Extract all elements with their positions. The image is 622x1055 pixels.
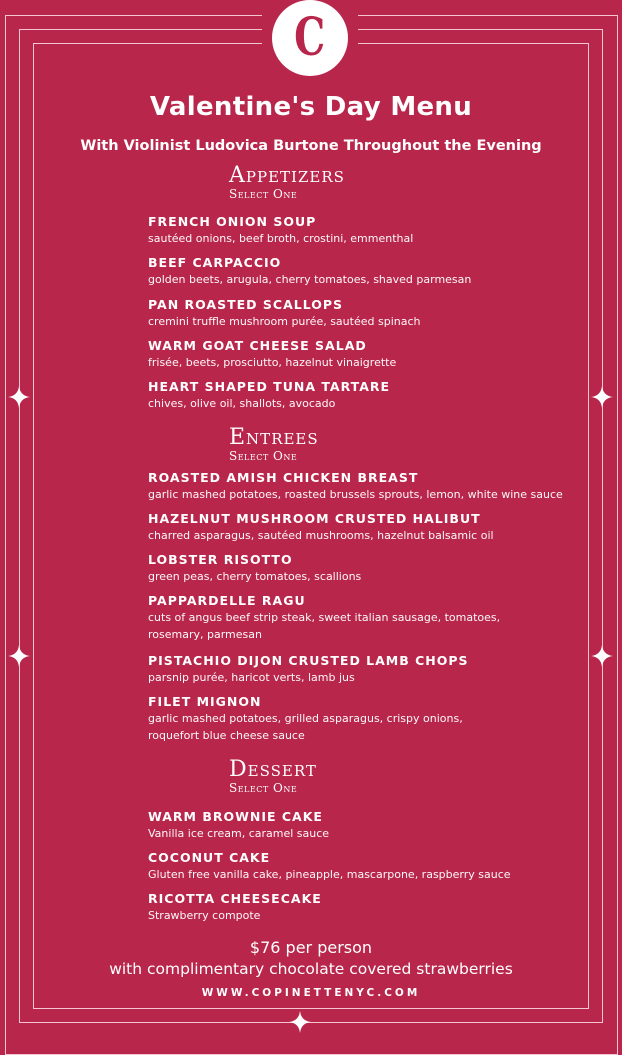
- menu-item: [148, 552, 568, 585]
- item-name: FRENCH ONION SOUP: [148, 214, 317, 229]
- item-description: Strawberry compote: [148, 909, 261, 922]
- section-entrees-header: [229, 426, 319, 462]
- section-appetizers-header: [229, 164, 345, 200]
- item-name: LOBSTER RISOTTO: [148, 552, 293, 567]
- item-description: chives, olive oil, shallots, avocado: [148, 397, 336, 410]
- copinette-logo: [272, 0, 348, 76]
- item-name: COCONUT CAKE: [148, 850, 271, 865]
- complimentary-note: with complimentary chocolate covered strawberries: [109, 960, 513, 978]
- section-subtitle: Select One: [229, 449, 298, 463]
- sparkle-icon: [591, 645, 613, 667]
- item-description: charred asparagus, sautéed mushrooms, hazelnut balsamic oil: [148, 529, 494, 542]
- menu-item: [148, 809, 568, 842]
- menu-item: [148, 255, 568, 288]
- logo-letter: C: [294, 7, 326, 68]
- item-description: green peas, cherry tomatoes, scallions: [148, 570, 362, 583]
- item-name: PAPPARDELLE RAGU: [148, 593, 306, 608]
- section-subtitle: Select One: [229, 781, 298, 795]
- item-name: RICOTTA CHEESECAKE: [148, 891, 322, 906]
- item-description: golden beets, arugula, cherry tomatoes, shaved parmesan: [148, 273, 472, 286]
- item-description: parsnip purée, haricot verts, lamb jus: [148, 671, 355, 684]
- section-title: Entrees: [229, 425, 319, 450]
- menu-item: [148, 214, 568, 247]
- sparkle-icon: [289, 1011, 311, 1033]
- price: $76 per person: [249, 938, 373, 957]
- item-name: ROASTED AMISH CHICKEN BREAST: [148, 470, 419, 485]
- item-name: FILET MIGNON: [148, 694, 262, 709]
- item-name: HAZELNUT MUSHROOM CRUSTED HALIBUT: [148, 511, 481, 526]
- menu-item: [148, 470, 568, 503]
- item-description-line1: garlic mashed potatoes, grilled asparagus, crispy onions,: [148, 712, 463, 725]
- item-name: BEEF CARPACCIO: [148, 255, 282, 270]
- item-description: Vanilla ice cream, caramel sauce: [148, 827, 330, 840]
- item-description: frisée, beets, prosciutto, hazelnut vinaigrette: [148, 356, 397, 369]
- sparkle-icon: [8, 386, 30, 408]
- sparkle-icon: [591, 386, 613, 408]
- item-description: cuts of angus beef strip steak, sweet italian sausage, tomatoes, rosemary, parmesan: [148, 611, 501, 641]
- section-dessert-header: [229, 758, 317, 794]
- menu-item: [148, 653, 568, 686]
- menu-item: [148, 511, 568, 544]
- section-subtitle: Select One: [229, 187, 298, 201]
- item-description-line2: roquefort blue cheese sauce: [148, 729, 305, 742]
- menu-item: [148, 694, 568, 744]
- item-name: HEART SHAPED TUNA TARTARE: [148, 379, 391, 394]
- section-title: Dessert: [229, 757, 317, 782]
- item-name: PISTACHIO DIJON CRUSTED LAMB CHOPS: [148, 653, 469, 668]
- menu-item: [148, 379, 568, 412]
- menu-item: [148, 338, 568, 371]
- item-description: cremini truffle mushroom purée, sautéed spinach: [148, 315, 421, 328]
- item-description: garlic mashed potatoes, roasted brussels sprouts, lemon, white wine sauce: [148, 488, 563, 501]
- website-link[interactable]: WWW.COPINETTENYC.COM: [201, 987, 421, 999]
- menu-item: [148, 593, 558, 643]
- section-title: Appetizers: [229, 163, 345, 188]
- sparkle-icon: [8, 645, 30, 667]
- item-name: PAN ROASTED SCALLOPS: [148, 297, 344, 312]
- menu-title: Valentine's Day Menu: [149, 92, 473, 122]
- item-name: WARM BROWNIE CAKE: [148, 809, 323, 824]
- item-name: WARM GOAT CHEESE SALAD: [148, 338, 367, 353]
- item-description: sautéed onions, beef broth, crostini, emmenthal: [148, 232, 414, 245]
- menu-subtitle: With Violinist Ludovica Burtone Throughout the Evening: [80, 138, 542, 154]
- menu-item: [148, 850, 568, 883]
- item-description: Gluten free vanilla cake, pineapple, mascarpone, raspberry sauce: [148, 868, 511, 881]
- menu-item: [148, 891, 568, 924]
- menu-item: [148, 297, 568, 330]
